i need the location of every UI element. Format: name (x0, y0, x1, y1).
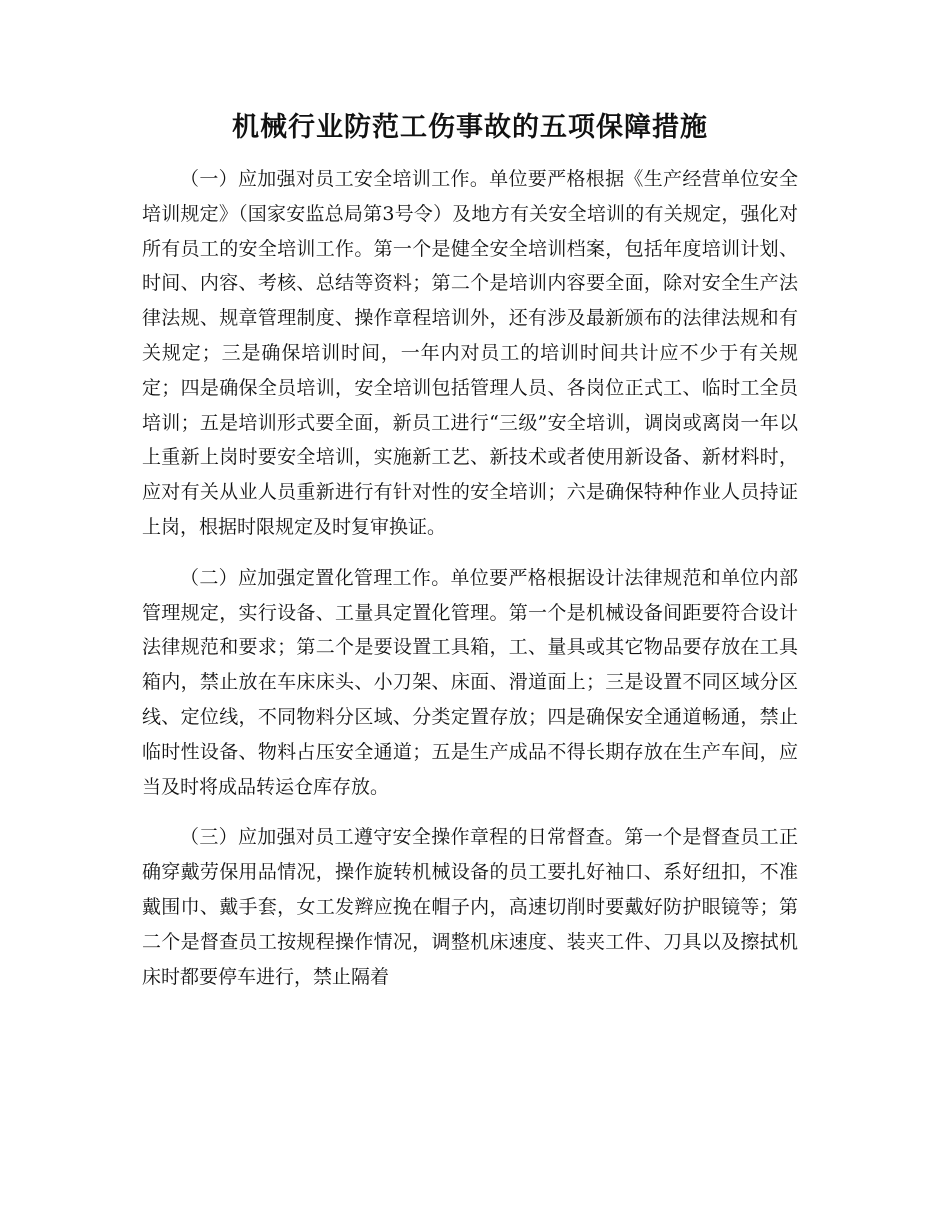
document-page (142, 108, 798, 1010)
paragraph-training: （一）应加强对员工安全培训工作。单位要严格根据《生产经营单位安全培训规定》（国家安监总局第3号令）及地方有关安全培训的有关规定，强化对所有员工的安全培训工作。第一个是健全安全培训档案，包括年度培训计划、时间、内容、考核、总结等资料；第二个是培训内容要全面，除对安全生产法律法规、规章管理制度、操作章程培训外，还有涉及最新颁布的法律法规和有关规定；三是确保培训时间，一年内对员工的培训时间共计应不少于有关规定；四是确保全员培训，安全培训包括管理人员、各岗位正式工、临时工全员培训；五是培训形式要全面，新员工进行“三级”安全培训，调岗或离岗一年以上重新上岗时要安全培训，实施新工艺、新技术或者使用新设备、新材料时，应对有关从业人员重新进行有针对性的安全培训；六是确保特种作业人员持证上岗，根据时限规定及时复审换证。 (142, 168, 798, 538)
document-title: 机械行业防范工伤事故的五项保障措施 (232, 112, 708, 143)
paragraph-operation-supervision: （三）应加强对员工遵守安全操作章程的日常督查。第一个是督查员工正确穿戴劳保用品情况，操作旋转机械设备的员工要扎好袖口、系好纽扣，不准戴围巾、戴手套，女工发辫应挽在帽子内，高速切削时要戴好防护眼镜等；第二个是督查员工按规程操作情况，调整机床速度、装夹工件、刀具以及擦拭机床时都要停车进行，禁止隔着 (142, 826, 798, 988)
paragraph-placement-management: （二）应加强定置化管理工作。单位要严格根据设计法律规范和单位内部管理规定，实行设备、工量具定置化管理。第一个是机械设备间距要符合设计法律规范和要求；第二个是要设置工具箱，工、量具或其它物品要存放在工具箱内，禁止放在车床床头、小刀架、床面、滑道面上；三是设置不同区域分区线、定位线，不同物料分区域、分类定置存放；四是确保安全通道畅通，禁止临时性设备、物料占压安全通道；五是生产成品不得长期存放在生产车间，应当及时将成品转运仓库存放。 (142, 566, 798, 798)
